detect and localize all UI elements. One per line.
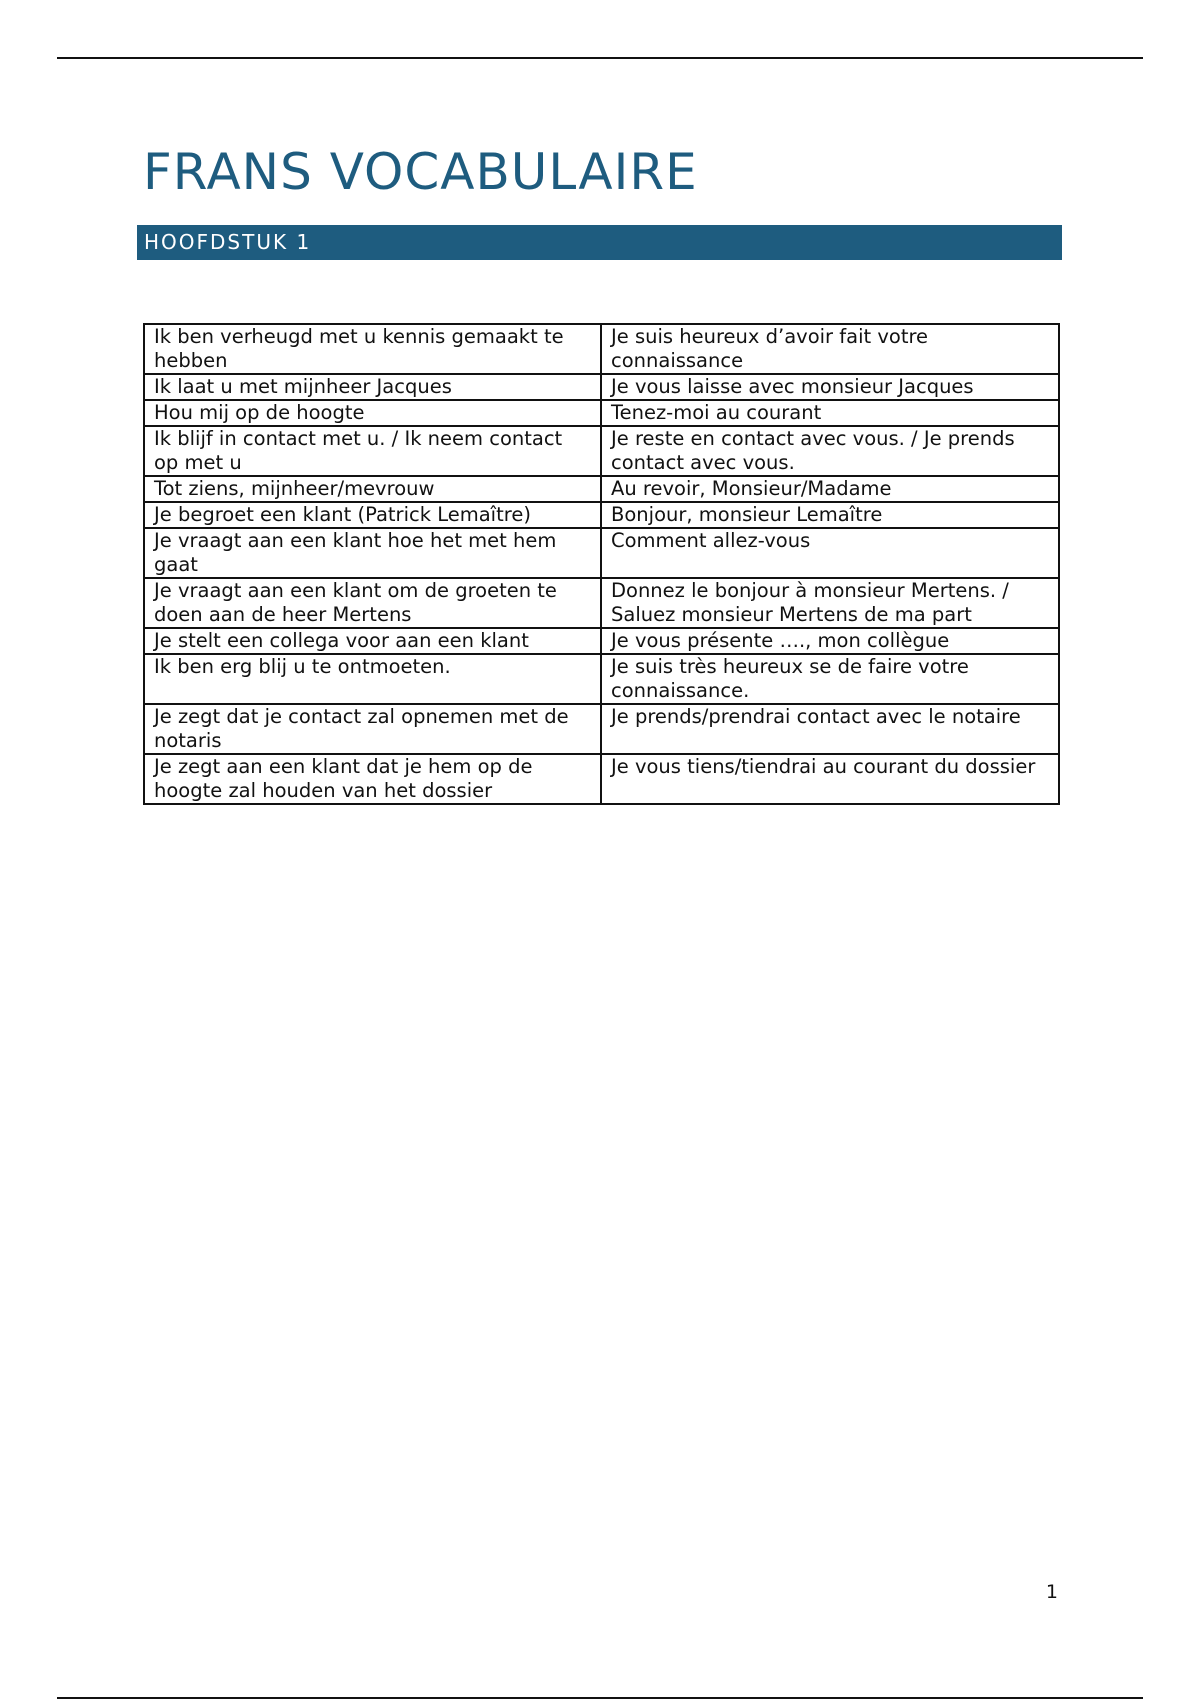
french-phrase: Je vous présente …., mon collègue <box>601 628 1059 654</box>
dutch-phrase: Ik blijf in contact met u. / Ik neem contact op met u <box>144 426 601 476</box>
french-phrase: Je suis très heureux se de faire votre connaissance. <box>601 654 1059 704</box>
table-row <box>144 578 1059 628</box>
french-phrase: Donnez le bonjour à monsieur Mertens. / Saluez monsieur Mertens de ma part <box>601 578 1059 628</box>
table-row <box>144 704 1059 754</box>
dutch-phrase: Je zegt dat je contact zal opnemen met de notaris <box>144 704 601 754</box>
vocabulary-table <box>143 323 1060 805</box>
french-phrase: Je reste en contact avec vous. / Je prends contact avec vous. <box>601 426 1059 476</box>
table-row <box>144 476 1059 502</box>
dutch-phrase: Tot ziens, mijnheer/mevrouw <box>144 476 601 502</box>
page-number: 1 <box>1045 1581 1058 1603</box>
french-phrase: Je vous tiens/tiendrai au courant du dossier <box>601 754 1059 804</box>
dutch-phrase: Je begroet een klant (Patrick Lemaître) <box>144 502 601 528</box>
french-phrase: Je vous laisse avec monsieur Jacques <box>601 374 1059 400</box>
french-phrase: Comment allez-vous <box>601 528 1059 578</box>
table-row <box>144 400 1059 426</box>
header-rule <box>57 57 1143 59</box>
footer-rule <box>57 1697 1143 1699</box>
dutch-phrase: Je vraagt aan een klant hoe het met hem gaat <box>144 528 601 578</box>
chapter-heading: HOOFDSTUK 1 <box>144 230 312 254</box>
dutch-phrase: Ik ben verheugd met u kennis gemaakt te hebben <box>144 324 601 374</box>
dutch-phrase: Ik laat u met mijnheer Jacques <box>144 374 601 400</box>
french-phrase: Tenez-moi au courant <box>601 400 1059 426</box>
french-phrase: Bonjour, monsieur Lemaître <box>601 502 1059 528</box>
table-row <box>144 502 1059 528</box>
chapter-heading-bar <box>137 225 1062 260</box>
dutch-phrase: Hou mij op de hoogte <box>144 400 601 426</box>
table-row <box>144 324 1059 374</box>
french-phrase: Je suis heureux d’avoir fait votre connaissance <box>601 324 1059 374</box>
dutch-phrase: Je stelt een collega voor aan een klant <box>144 628 601 654</box>
french-phrase: Je prends/prendrai contact avec le notaire <box>601 704 1059 754</box>
document-title: FRANS VOCABULAIRE <box>143 143 698 201</box>
french-phrase: Au revoir, Monsieur/Madame <box>601 476 1059 502</box>
dutch-phrase: Je vraagt aan een klant om de groeten te doen aan de heer Mertens <box>144 578 601 628</box>
table-row <box>144 374 1059 400</box>
dutch-phrase: Ik ben erg blij u te ontmoeten. <box>144 654 601 704</box>
table-row <box>144 654 1059 704</box>
table-row <box>144 628 1059 654</box>
table-row <box>144 754 1059 804</box>
table-row <box>144 426 1059 476</box>
table-row <box>144 528 1059 578</box>
dutch-phrase: Je zegt aan een klant dat je hem op de hoogte zal houden van het dossier <box>144 754 601 804</box>
